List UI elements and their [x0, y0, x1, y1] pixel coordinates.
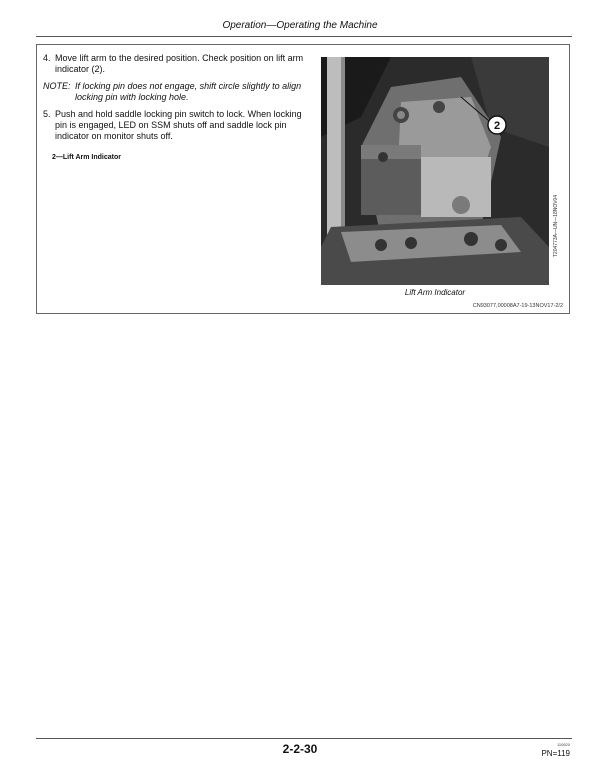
footer-pn: PN=119	[541, 749, 570, 758]
note	[43, 81, 313, 103]
figure-caption: Lift Arm Indicator	[404, 288, 466, 297]
page-header-title: Operation—Operating the Machine	[222, 20, 378, 31]
note-text: If locking pin does not engage, shift circle slightly to align locking pin with locking hole.	[75, 81, 302, 102]
reference-code: CN93077,00008A7-19-13NOV17-2/2	[472, 303, 563, 309]
photo-image-id-text: T204773A—UN—18NOV04	[553, 194, 559, 258]
step-4	[43, 53, 313, 75]
instruction-text	[43, 53, 313, 163]
page-number: 2-2-30	[282, 742, 318, 756]
lift-arm-photo-illustration	[321, 57, 549, 285]
procedure-block	[36, 44, 570, 314]
lift-arm-photo	[321, 57, 549, 285]
step-5-number: 5.	[43, 109, 51, 119]
figure-legend: 2—Lift Arm Indicator	[52, 154, 121, 161]
header-divider	[36, 36, 572, 37]
step-5	[43, 109, 313, 142]
footer-divider	[36, 738, 572, 739]
footer-code: 110620	[556, 742, 570, 747]
step-4-text: Move lift arm to the desired position. Check position on lift arm indicator (2).	[55, 53, 304, 74]
step-5-text: Push and hold saddle locking pin switch to lock. When locking pin is engaged, LED on SSM shuts off and saddle lock pin indicator on monitor shuts off.	[55, 109, 302, 141]
photo-image-id	[551, 171, 561, 281]
step-4-number: 4.	[43, 53, 51, 63]
callout-2-label: 2	[493, 120, 501, 132]
note-label: NOTE:	[43, 81, 71, 91]
